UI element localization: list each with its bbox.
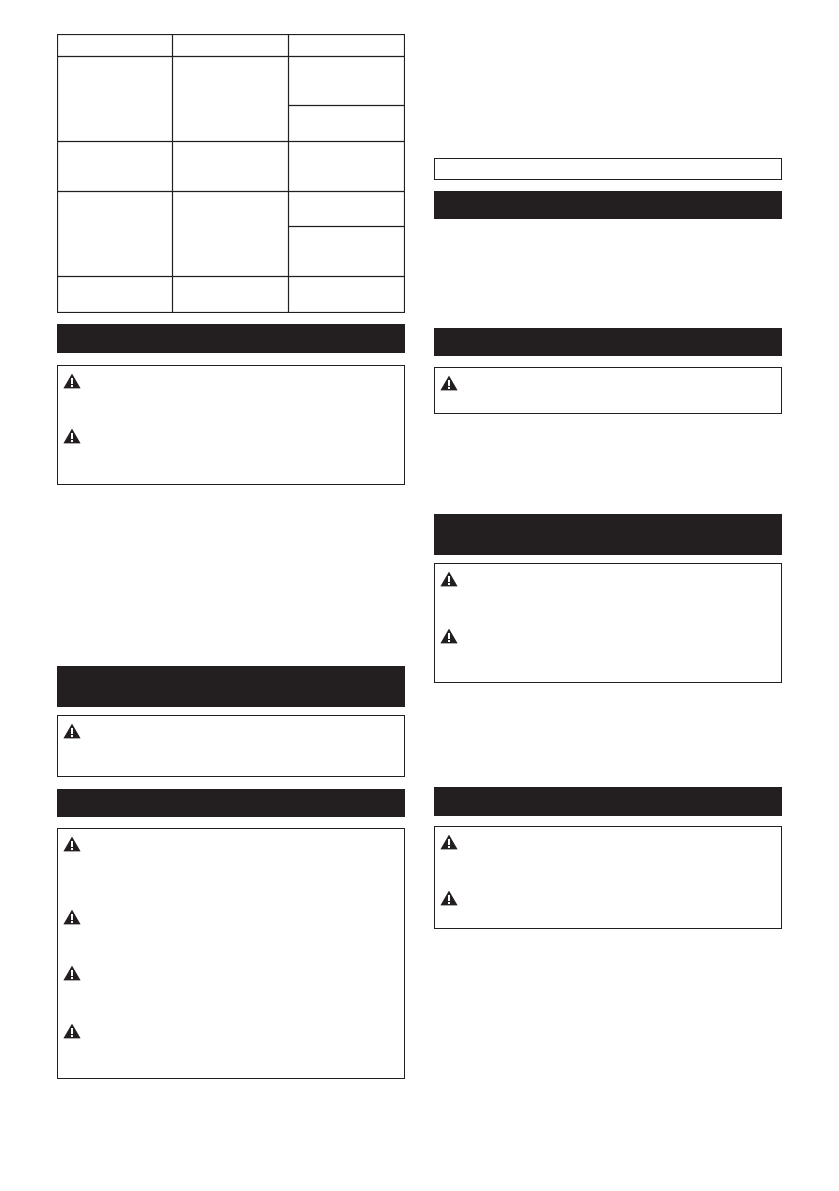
warning-triangle-icon [63, 1023, 81, 1039]
section-heading-bar [434, 787, 782, 816]
section-heading-bar [57, 666, 405, 707]
warning-triangle-icon [440, 890, 458, 906]
warning-triangle-icon [63, 373, 81, 389]
warning-triangle-icon [63, 836, 81, 852]
warning-triangle-icon [63, 428, 81, 444]
spec-table-grid [57, 34, 405, 313]
warning-box [434, 367, 782, 414]
warning-triangle-icon [63, 965, 81, 981]
section-heading-bar [57, 789, 405, 817]
warning-triangle-icon [440, 628, 458, 644]
warning-box [57, 828, 405, 1079]
warning-triangle-icon [440, 834, 458, 850]
warning-triangle-icon [63, 723, 81, 739]
warning-triangle-icon [440, 571, 458, 587]
outlined-note-box [434, 158, 782, 180]
spec-table [57, 34, 405, 313]
section-heading-bar [434, 328, 782, 356]
warning-triangle-icon [63, 909, 81, 925]
section-heading-bar [434, 514, 782, 555]
warning-box [57, 365, 405, 485]
warning-box [434, 826, 782, 929]
warning-triangle-icon [440, 375, 458, 391]
section-heading-bar [434, 191, 782, 219]
section-heading-bar [57, 324, 405, 353]
warning-box [57, 715, 405, 777]
warning-box [434, 563, 782, 683]
